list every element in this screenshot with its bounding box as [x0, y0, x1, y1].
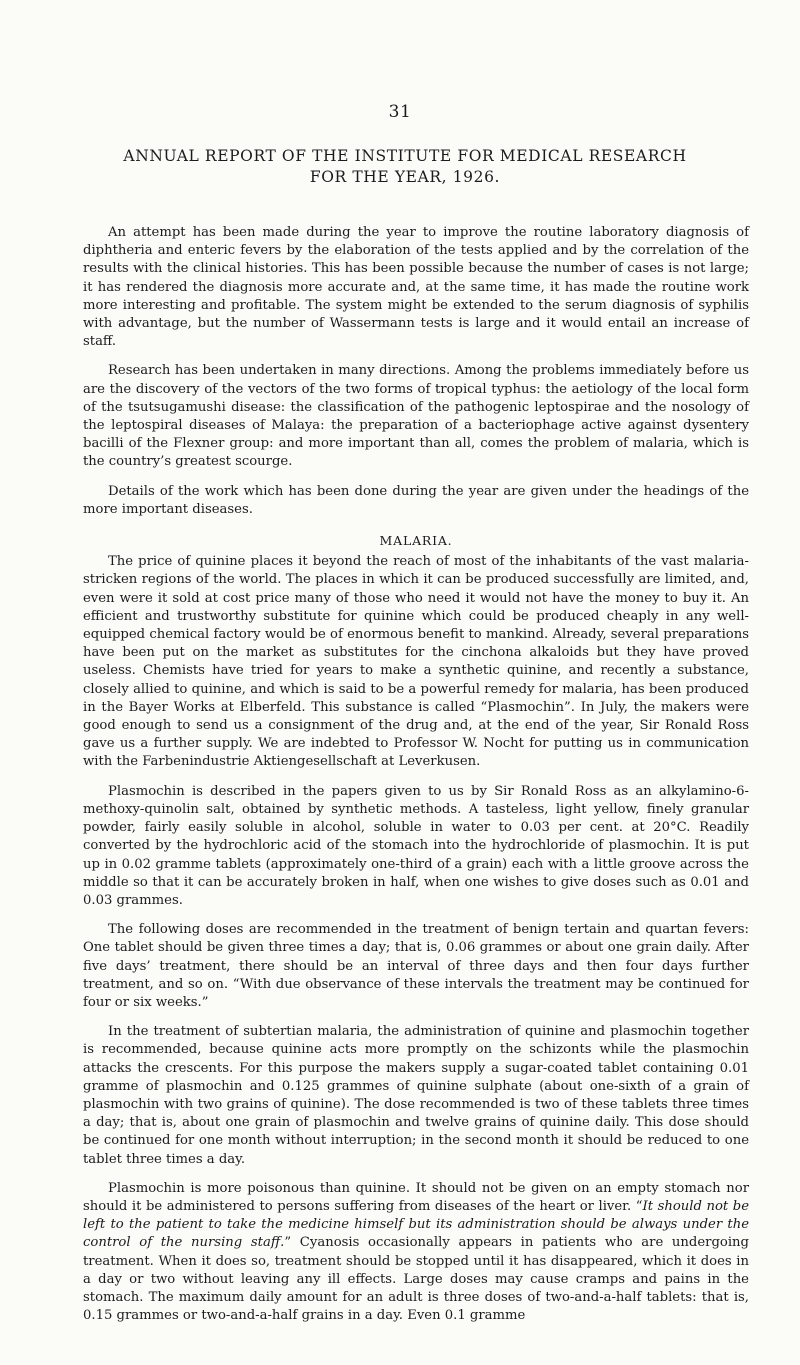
- paragraph-plasmochin-description: Plasmochin is described in the papers given to us by Sir Ronald Ross as an alkylamino-6-methoxy-quinolin salt, obtained by synthetic methods. A tasteless, light yellow, finely granular powder, fairly easily soluble in alcohol, soluble in water to 0.03 per cent. at 20°C. Readily converted by the hydrochloric acid of the stomach into the hydrochloride of plasmochin. It is put up in 0.02 gramme tablets (approximately one-third of a grain) each with a little groove across the middle so that it can be accurately broken in half, when one wishes to give doses such as 0.01 and 0.03 grammes.: [83, 783, 749, 908]
- report-year: FOR THE YEAR, 1926.: [309, 168, 501, 186]
- paragraph-benign-doses: The following doses are recommended in the treatment of benign tertain and quartan fevers: One tablet should be given three times a day; that is, 0.06 grammes or about one grain daily. After five days’ treatment, there should be an interval of three days and then four days further treatment, and so on. “With due observance of these intervals the treatment may be continued for four or six weeks.”: [83, 922, 749, 1010]
- toxicity-text-end: ” Cyanosis occasionally appears in patients who are undergoing treatment. When it does so, treatment should be stopped until it has disappeared, which it does in a day or two without leaving any ill effects. Large doses may cause cramps and pains in the stomach. The maximum daily amount for an adult is three doses of two-and-a-half tablets: that is, 0.15 grammes or two-and-a-half grains in a day. Even 0.1 gramme: [83, 1235, 749, 1324]
- toxicity-text-start: Plasmochin is more poisonous than quinine. It should not be given on an empty stomach nor should it be administered to persons suffering from diseases of the heart or liver. “: [83, 1180, 749, 1214]
- toxicity-quote: It should not be left to the patient to take the medicine himself but its administration should be always under the control of the nursing staff.: [83, 1198, 750, 1251]
- body-text: [83, 224, 749, 1336]
- paragraph-subtertian-treatment: In the treatment of subtertian malaria, the administration of quinine and plasmochin together is recommended, because quinine acts more promptly on the schizonts while the plasmochin attacks the crescents. For this purpose the makers supply a sugar-coated tablet containing 0.01 gramme of plasmochin and 0.125 grammes of quinine sulphate (about one-sixth of a grain of plasmochin with two grains of quinine). The dose recommended is two of these tablets three times a day; that is, about one grain of plasmochin and twelve grains of quinine daily. This dose should be continued for one month without interruption; in the second month it should be reduced to one tablet three times a day.: [83, 1024, 749, 1167]
- report-header: [60, 146, 750, 188]
- paragraph-routine-diagnosis: An attempt has been made during the year to improve the routine laboratory diagnosis of diphtheria and enteric fevers by the elaboration of the tests applied and by the correlation of the results with the clinical histories. This has been possible because the number of cases is not large; it has rendered the diagnosis more accurate and, at the same time, it has made the routine work more interesting and profitable. The system might be extended to the serum diagnosis of syphilis with advantage, but the number of Wassermann tests is large and it would entail an increase of staff.: [83, 225, 749, 350]
- page-number: 31: [388, 102, 412, 122]
- report-title: ANNUAL REPORT OF THE INSTITUTE FOR MEDICAL RESEARCH: [123, 147, 687, 165]
- paragraph-research: Research has been undertaken in many directions. Among the problems immediately before us are the discovery of the vectors of the two forms of tropical typhus: the aetiology of the local form of the tsutsugamushi disease: the classification of the pathogenic leptospirae and the nosology of the leptospiral diseases of Malaya: the preparation of a bacteriophage active against dysentery bacilli of the Flexner group: and more important than all, comes the problem of malaria, which is the country’s greatest scourge.: [83, 363, 749, 470]
- section-heading-malaria: MALARIA.: [379, 533, 453, 549]
- paragraph-quinine-price: The price of quinine places it beyond the reach of most of the inhabitants of the vast malaria-stricken regions of the world. The places in which it can be produced successfully are limited, and, even were it sold at cost price many of those who need it would not have the money to buy it. An efficient and trustworthy substitute for quinine which could be produced cheaply in any well-equipped chemical factory would be of enormous benefit to mankind. Already, several preparations have been put on the market as substitutes for the cinchona alkaloids but they have proved useless. Chemists have tried for years to make a synthetic quinine, and recently a substance, closely allied to quinine, and which is said to be a powerful remedy for malaria, has been produced in the Bayer Works at Elberfeld. This substance is called “Plasmochin”. In July, the makers were good enough to send us a consignment of the drug and, at the end of the year, Sir Ronald Ross gave us a further supply. We are indebted to Professor W. Nocht for putting us in communication with the Farbenindustrie Aktiengesellschaft at Leverkusen.: [83, 554, 749, 770]
- paragraph-plasmochin-toxicity: [83, 1180, 749, 1326]
- paragraph-details: Details of the work which has been done during the year are given under the headings of the more important diseases.: [83, 483, 749, 517]
